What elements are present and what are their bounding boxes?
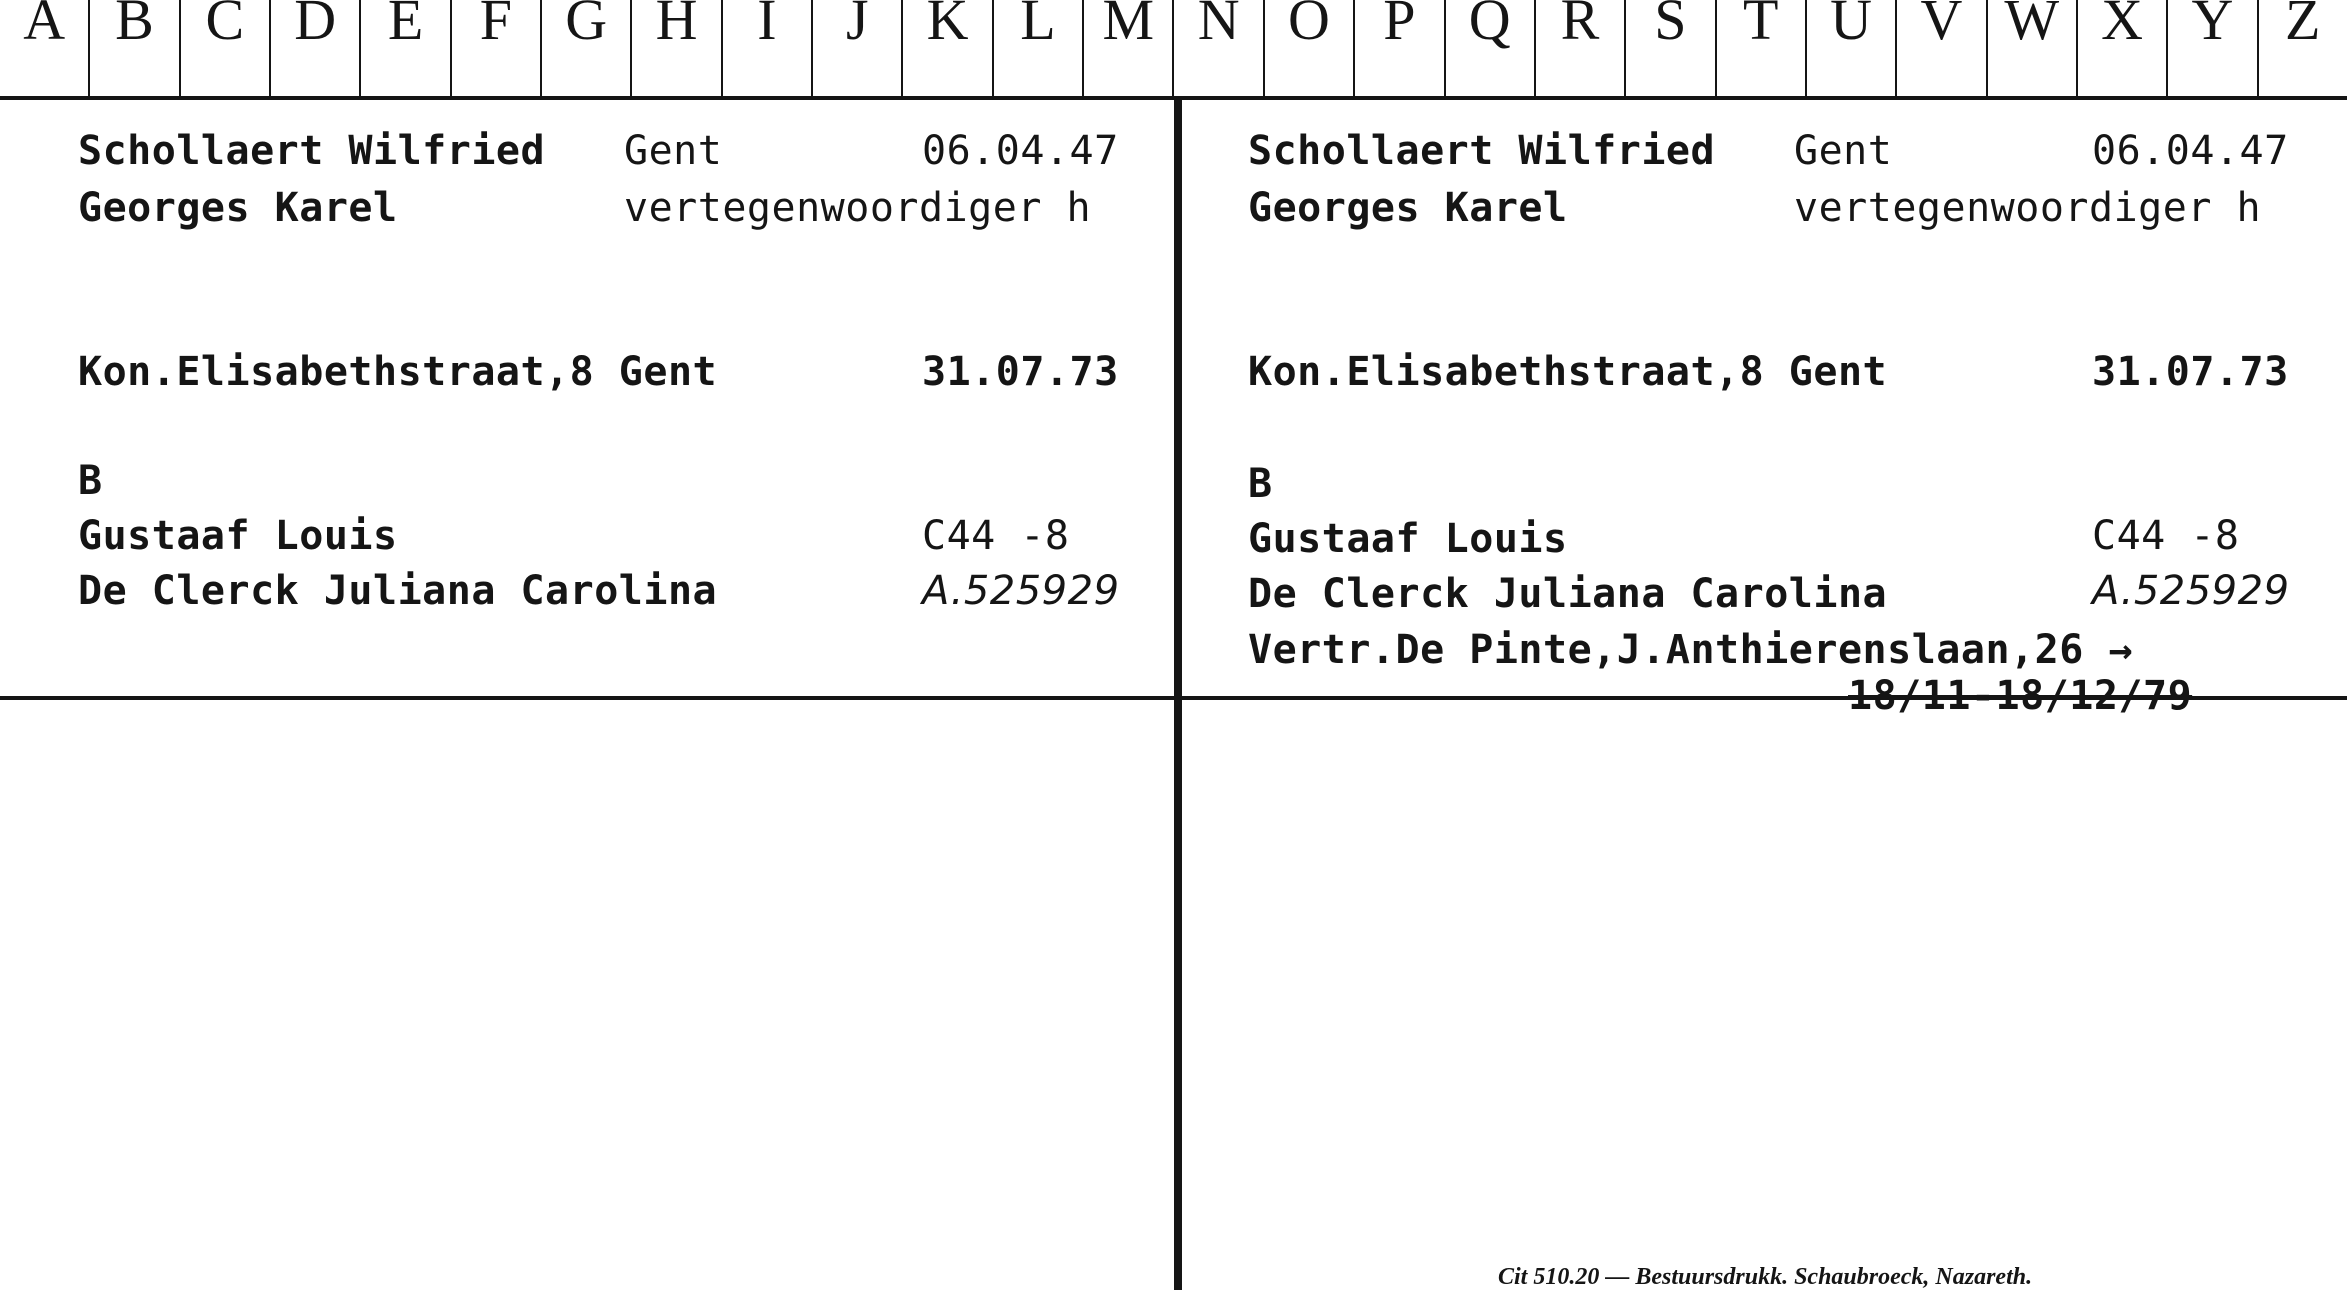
left-name-line1: Schollaert Wilfried <box>78 128 546 174</box>
index-letter-w: W <box>1988 0 2078 96</box>
left-name-line2: Georges Karel <box>78 185 398 231</box>
index-letter-d: D <box>271 0 361 96</box>
index-letter-g: G <box>542 0 632 96</box>
index-letter-c: C <box>181 0 271 96</box>
right-departure-dates: 18/11-18/12/79 <box>1848 673 2193 719</box>
index-letter-y: Y <box>2168 0 2258 96</box>
right-name-line2: Georges Karel <box>1248 185 1568 231</box>
index-letter-i: I <box>723 0 813 96</box>
index-letter-l: L <box>994 0 1084 96</box>
index-letter-a: A <box>0 0 90 96</box>
right-birth-date: 06.04.47 <box>2092 128 2289 174</box>
left-address-date: 31.07.73 <box>922 349 1119 395</box>
right-father: Gustaaf Louis <box>1248 516 1568 562</box>
right-ref1: C44 -8 <box>2092 513 2240 559</box>
left-ref1: C44 -8 <box>922 513 1070 559</box>
index-letter-v: V <box>1897 0 1987 96</box>
index-letter-x: X <box>2078 0 2168 96</box>
right-address-date: 31.07.73 <box>2092 349 2289 395</box>
index-letter-t: T <box>1717 0 1807 96</box>
right-name-line1: Schollaert Wilfried <box>1248 128 1716 174</box>
index-letter-z: Z <box>2285 0 2321 52</box>
index-letter-o: O <box>1265 0 1355 96</box>
left-section-rule <box>0 696 1174 700</box>
index-letter-u: U <box>1807 0 1897 96</box>
alphabet-index-bar <box>0 0 2347 100</box>
right-code-letter: B <box>1248 461 1273 507</box>
left-place: Gent <box>624 128 723 174</box>
index-letter-h: H <box>632 0 722 96</box>
left-code-letter: B <box>78 458 103 504</box>
index-letter-f: F <box>452 0 542 96</box>
right-place: Gent <box>1794 128 1893 174</box>
center-divider <box>1174 100 1182 1290</box>
index-letter-m: M <box>1084 0 1174 96</box>
left-mother: De Clerck Juliana Carolina <box>78 568 718 614</box>
index-letter-j: J <box>813 0 903 96</box>
index-letter-s: S <box>1626 0 1716 96</box>
index-letter-b: B <box>90 0 180 96</box>
right-address: Kon.Elisabethstraat,8 Gent <box>1248 349 1888 395</box>
index-letter-q: Q <box>1446 0 1536 96</box>
left-ref2: A.525929 <box>922 568 1120 614</box>
right-occupation: vertegenwoordiger h <box>1794 185 2262 231</box>
left-occupation: vertegenwoordiger h <box>624 185 1092 231</box>
index-letter-p: P <box>1355 0 1445 96</box>
index-letter-n: N <box>1174 0 1264 96</box>
left-address: Kon.Elisabethstraat,8 Gent <box>78 349 718 395</box>
index-letter-k: K <box>903 0 993 96</box>
left-father: Gustaaf Louis <box>78 513 398 559</box>
right-mother: De Clerck Juliana Carolina <box>1248 571 1888 617</box>
left-birth-date: 06.04.47 <box>922 128 1119 174</box>
right-ref2: A.525929 <box>2092 568 2290 614</box>
index-letter-e: E <box>361 0 451 96</box>
right-departure-note: Vertr.De Pinte,J.Anthierenslaan,26 → <box>1248 627 2133 673</box>
index-letter-r: R <box>1536 0 1626 96</box>
printer-footer: Cit 510.20 — Bestuursdrukk. Schaubroeck, Nazareth. <box>1498 1264 2033 1290</box>
